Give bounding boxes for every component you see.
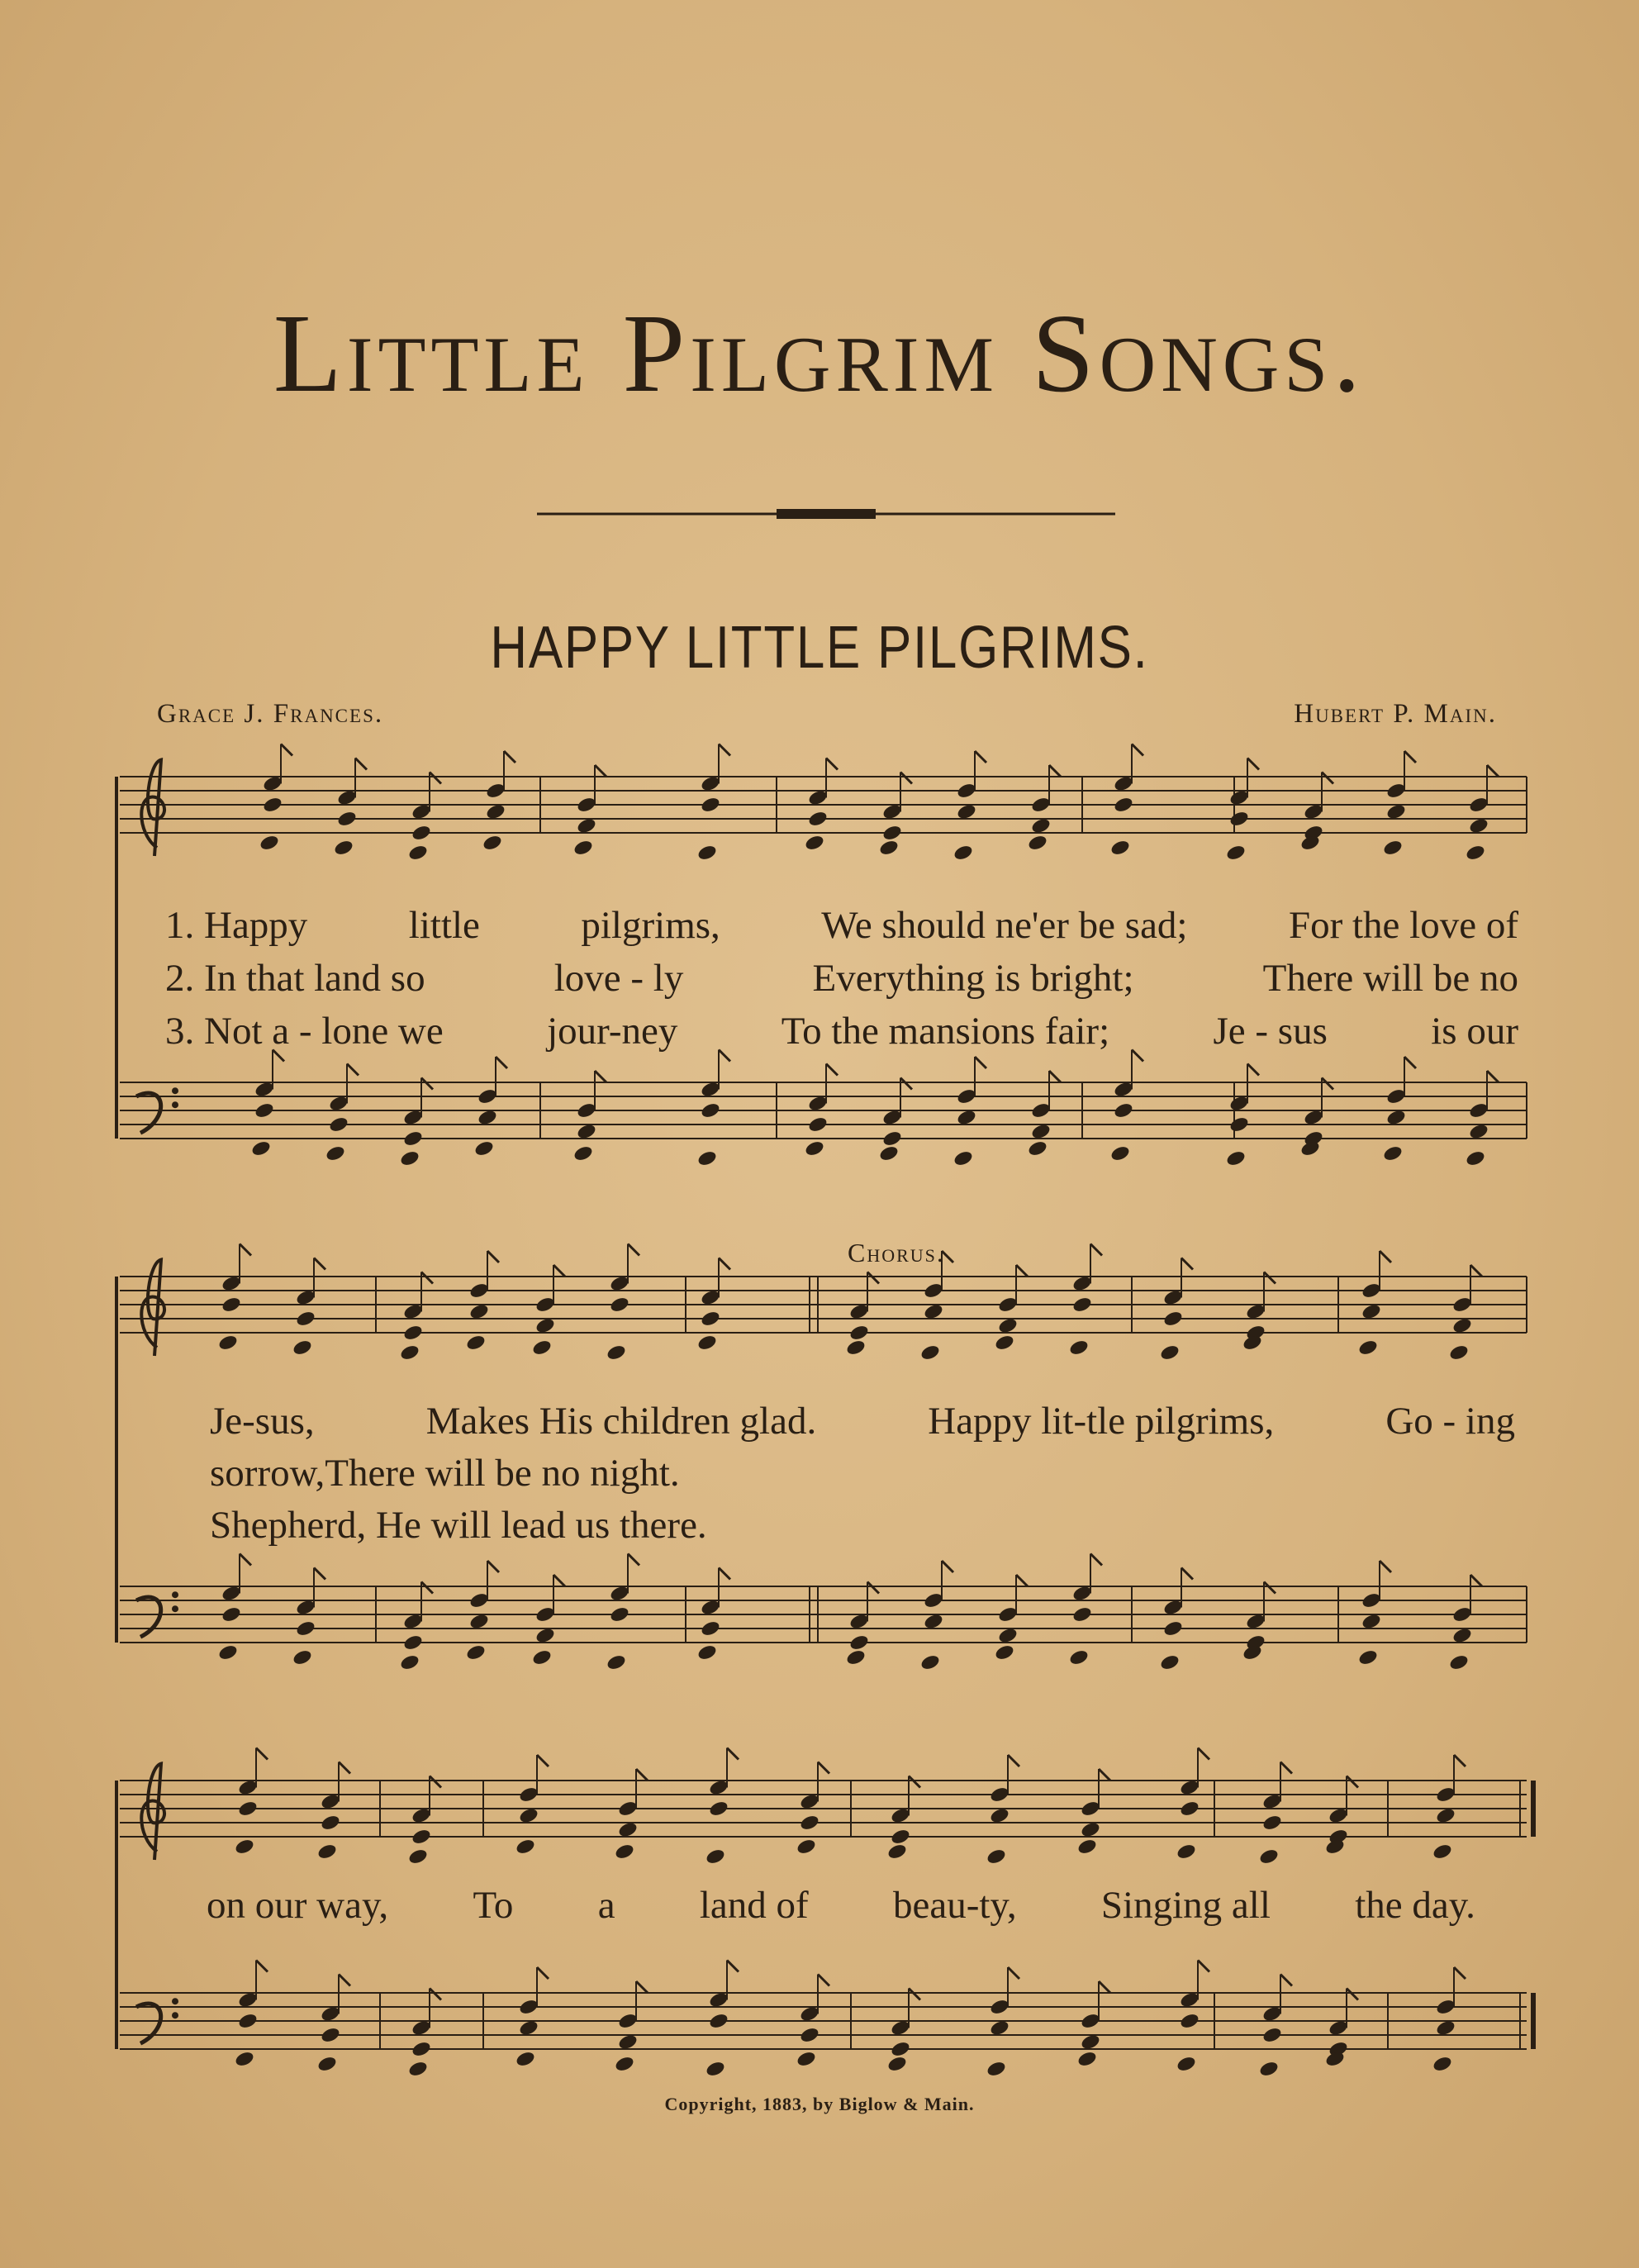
note-flag <box>496 1057 507 1068</box>
note-head <box>221 1296 242 1314</box>
bass-clef-icon-dot <box>172 1998 178 2004</box>
note-head <box>1068 1338 1090 1357</box>
note-flag <box>595 765 606 777</box>
note-head <box>919 1653 941 1671</box>
note-flag <box>1404 751 1416 763</box>
note-head <box>1258 2060 1280 2078</box>
note-head <box>708 2012 729 2030</box>
note-head <box>878 839 900 857</box>
note-flag <box>1132 1050 1143 1062</box>
note-head <box>1261 1814 1283 1832</box>
note-head <box>333 839 354 857</box>
note-flag <box>430 1776 441 1788</box>
note-head <box>292 1648 313 1667</box>
note-head <box>1225 844 1247 862</box>
note-head <box>848 1633 870 1652</box>
note-head <box>292 1338 313 1357</box>
note-flag <box>314 1568 325 1580</box>
note-head <box>1071 1296 1093 1314</box>
note-flag <box>1049 1071 1061 1082</box>
lyric-word: Je-sus, <box>210 1400 315 1443</box>
lyric-word: Everything is bright; <box>812 957 1134 1000</box>
note-head <box>328 1115 349 1134</box>
bass-clef-icon-dot <box>172 1101 178 1108</box>
lyric-word: on our way, <box>207 1884 389 1927</box>
note-flag <box>1264 1582 1276 1594</box>
note-head <box>1109 839 1131 857</box>
note-head <box>1382 1144 1404 1163</box>
note-flag <box>909 1776 920 1788</box>
note-flag <box>1049 765 1061 777</box>
treble-clef-icon <box>141 1260 164 1356</box>
note-head <box>217 1643 239 1662</box>
note-head <box>845 1338 867 1357</box>
note-flag <box>1322 1078 1333 1090</box>
note-head <box>411 2040 432 2058</box>
note-flag <box>1487 765 1499 777</box>
note-flag <box>1454 1967 1466 1979</box>
chorus-line-1 <box>210 1402 1515 1441</box>
lyric-word: For the love of <box>1288 904 1518 947</box>
note-head <box>609 1605 630 1624</box>
note-flag <box>636 1769 648 1781</box>
note-flag <box>1280 1762 1292 1774</box>
note-flag <box>1404 1057 1416 1068</box>
note-flag <box>1008 1755 1019 1766</box>
note-head <box>237 1800 259 1818</box>
note-head <box>994 1334 1015 1352</box>
note-flag <box>719 744 730 756</box>
lyric-word: little <box>408 904 480 947</box>
note-head <box>1432 2055 1453 2073</box>
note-head <box>1027 1139 1048 1158</box>
note-flag <box>355 758 367 770</box>
lyric-word: love - ly <box>553 957 684 1000</box>
note-head <box>407 844 429 862</box>
note-head <box>1162 1310 1184 1328</box>
note-head <box>515 1838 536 1856</box>
note-head <box>1448 1653 1470 1671</box>
note-head <box>1258 1847 1280 1866</box>
note-flag <box>727 1961 739 1972</box>
note-flag <box>900 773 912 784</box>
note-flag <box>900 1078 912 1090</box>
note-flag <box>339 1762 350 1774</box>
note-head <box>1076 1838 1098 1856</box>
note-head <box>796 2050 817 2068</box>
note-head <box>919 1343 941 1362</box>
note-head <box>799 1814 820 1832</box>
note-flag <box>1470 1265 1482 1277</box>
note-head <box>320 2026 341 2044</box>
note-flag <box>314 1258 325 1270</box>
note-flag <box>975 751 986 763</box>
lyric-word: Makes His children glad. <box>425 1400 817 1443</box>
note-flag <box>537 1755 549 1766</box>
note-head <box>1357 1648 1379 1667</box>
note-head <box>482 834 503 852</box>
note-head <box>1068 1648 1090 1667</box>
lyric-word: We should ne'er be sad; <box>821 904 1188 947</box>
note-head <box>1179 2012 1200 2030</box>
lyric-word: To the mansions fair; <box>781 1010 1110 1053</box>
note-flag <box>487 1251 499 1262</box>
note-head <box>1159 1343 1181 1362</box>
note-flag <box>421 1078 433 1090</box>
note-head <box>696 1334 718 1352</box>
lyric-word: 3. Not a - lone we <box>165 1010 444 1053</box>
note-flag <box>1016 1265 1028 1277</box>
note-head <box>881 1129 903 1148</box>
song-title: HAPPY LITTLE PILGRIMS. <box>490 615 1149 681</box>
note-head <box>572 1144 594 1163</box>
note-flag <box>1181 1258 1193 1270</box>
note-head <box>890 2040 911 2058</box>
lyric-word: jour-ney <box>547 1010 678 1053</box>
lyric-word: Je - sus <box>1213 1010 1328 1053</box>
bass-clef-icon <box>136 1093 161 1133</box>
note-head <box>1357 1338 1379 1357</box>
lyric-word: is our <box>1431 1010 1518 1053</box>
note-head <box>1465 1149 1486 1167</box>
note-flag <box>628 1554 639 1566</box>
note-head <box>572 839 594 857</box>
note-flag <box>719 1568 730 1580</box>
note-head <box>250 1139 272 1158</box>
note-flag <box>1470 1575 1482 1586</box>
note-head <box>994 1643 1015 1662</box>
note-head <box>953 844 974 862</box>
treble-clef-icon <box>141 760 164 856</box>
note-head <box>399 1343 420 1362</box>
note-head <box>237 2012 259 2030</box>
note-flag <box>256 1748 268 1760</box>
note-head <box>799 2026 820 2044</box>
note-head <box>1432 1842 1453 1861</box>
note-head <box>1176 2055 1197 2073</box>
lyric-word: a <box>597 1884 615 1927</box>
note-flag <box>256 1961 268 1972</box>
lyric-word: land of <box>699 1884 809 1927</box>
lyric-word: 2. In that land so <box>165 957 425 1000</box>
note-flag <box>867 1582 879 1594</box>
note-head <box>1465 844 1486 862</box>
note-head <box>804 834 825 852</box>
note-head <box>890 1828 911 1846</box>
note-head <box>407 1847 429 1866</box>
note-flag <box>240 1244 251 1256</box>
bass-clef-icon-dot <box>172 2012 178 2018</box>
note-flag <box>1198 1748 1209 1760</box>
note-head <box>886 2055 908 2073</box>
note-flag <box>430 1989 441 2000</box>
note-flag <box>975 1057 986 1068</box>
note-head <box>1448 1343 1470 1362</box>
note-flag <box>1090 1554 1102 1566</box>
note-head <box>221 1605 242 1624</box>
note-flag <box>628 1244 639 1256</box>
note-head <box>1071 1605 1093 1624</box>
bass-clef-icon <box>136 1597 161 1637</box>
note-head <box>1113 1101 1134 1120</box>
note-head <box>796 1838 817 1856</box>
note-head <box>1027 834 1048 852</box>
note-flag <box>1487 1071 1499 1082</box>
note-head <box>295 1619 316 1638</box>
note-head <box>465 1643 487 1662</box>
note-head <box>708 1800 729 1818</box>
note-head <box>254 1101 275 1120</box>
note-flag <box>1099 1769 1110 1781</box>
lyric-word: Go - ing <box>1385 1400 1515 1443</box>
verse-2-line <box>165 959 1518 998</box>
note-flag <box>487 1561 499 1572</box>
lyricist-credit: Grace J. Frances. <box>157 699 384 729</box>
note-head <box>234 2050 255 2068</box>
lyric-word: the day. <box>1355 1884 1475 1927</box>
note-flag <box>1264 1272 1276 1284</box>
note-head <box>614 1842 635 1861</box>
note-flag <box>818 1762 829 1774</box>
note-head <box>609 1296 630 1314</box>
bass-clef-icon <box>136 2004 161 2043</box>
note-head <box>848 1324 870 1342</box>
note-flag <box>1280 1975 1292 1986</box>
note-flag <box>595 1071 606 1082</box>
note-head <box>807 810 829 828</box>
note-head <box>316 2055 338 2073</box>
verse-2-continuation: sorrow,There will be no night. <box>210 1452 680 1495</box>
note-head <box>411 1828 432 1846</box>
note-head <box>515 2050 536 2068</box>
note-head <box>402 1633 424 1652</box>
note-flag <box>1198 1961 1209 1972</box>
note-flag <box>1347 1776 1358 1788</box>
lyric-word: Singing all <box>1100 1884 1271 1927</box>
note-head <box>986 2060 1007 2078</box>
note-head <box>411 824 432 842</box>
note-flag <box>553 1265 565 1277</box>
note-head <box>606 1653 627 1671</box>
note-head <box>1162 1619 1184 1638</box>
note-head <box>807 1115 829 1134</box>
lyric-word: pilgrims, <box>581 904 720 947</box>
note-flag <box>1380 1561 1391 1572</box>
note-head <box>531 1338 553 1357</box>
note-head <box>614 2055 635 2073</box>
note-head <box>1179 1800 1200 1818</box>
note-flag <box>1247 758 1259 770</box>
note-head <box>473 1139 495 1158</box>
note-flag <box>553 1575 565 1586</box>
note-flag <box>1181 1568 1193 1580</box>
note-flag <box>240 1554 251 1566</box>
note-head <box>295 1310 316 1328</box>
note-head <box>407 2060 429 2078</box>
bass-clef-icon-dot <box>172 1087 178 1094</box>
note-flag <box>727 1748 739 1760</box>
note-head <box>804 1139 825 1158</box>
note-flag <box>1132 744 1143 756</box>
treble-clef-icon <box>141 1764 164 1860</box>
note-flag <box>1380 1251 1391 1262</box>
note-head <box>320 1814 341 1832</box>
note-flag <box>421 1272 433 1284</box>
note-flag <box>719 1258 730 1270</box>
note-head <box>881 824 903 842</box>
note-head <box>1261 2026 1283 2044</box>
lyric-word: beau-ty, <box>892 1884 1017 1927</box>
note-head <box>259 834 280 852</box>
note-head <box>878 1144 900 1163</box>
note-head <box>262 796 283 814</box>
note-head <box>886 1842 908 1861</box>
note-flag <box>1247 1064 1259 1076</box>
lyric-word: Happy lit-tle pilgrims, <box>928 1400 1275 1443</box>
note-head <box>696 1149 718 1167</box>
lyric-word: To <box>473 1884 514 1927</box>
chorus-label: Chorus. <box>848 1238 945 1267</box>
note-head <box>399 1653 420 1671</box>
note-head <box>402 1324 424 1342</box>
note-head <box>336 810 358 828</box>
note-head <box>700 1101 721 1120</box>
note-flag <box>818 1975 829 1986</box>
note-head <box>1225 1149 1247 1167</box>
note-flag <box>867 1272 879 1284</box>
note-head <box>696 1643 718 1662</box>
note-flag <box>347 1064 359 1076</box>
note-flag <box>281 744 292 756</box>
note-flag <box>421 1582 433 1594</box>
note-head <box>1228 1115 1250 1134</box>
note-head <box>1176 1842 1197 1861</box>
note-head <box>325 1144 346 1163</box>
note-head <box>1228 810 1250 828</box>
bass-clef-icon-dot <box>172 1605 178 1612</box>
note-flag <box>719 1050 730 1062</box>
note-head <box>606 1343 627 1362</box>
note-head <box>465 1334 487 1352</box>
verse-3-continuation: Shepherd, He will lead us there. <box>210 1504 707 1547</box>
note-flag <box>1090 1244 1102 1256</box>
note-head <box>531 1648 553 1667</box>
note-flag <box>909 1989 920 2000</box>
note-flag <box>339 1975 350 1986</box>
note-head <box>953 1149 974 1167</box>
note-flag <box>1454 1755 1466 1766</box>
note-flag <box>1322 773 1333 784</box>
note-head <box>700 1619 721 1638</box>
bass-clef-icon-dot <box>172 1591 178 1598</box>
note-head <box>1113 796 1134 814</box>
note-head <box>986 1847 1007 1866</box>
note-head <box>234 1838 255 1856</box>
note-head <box>700 796 721 814</box>
note-flag <box>537 1967 549 1979</box>
note-flag <box>636 1981 648 1993</box>
note-head <box>217 1334 239 1352</box>
note-head <box>402 1129 424 1148</box>
note-head <box>700 1310 721 1328</box>
note-head <box>696 844 718 862</box>
note-head <box>1382 839 1404 857</box>
verse-3-line <box>165 1012 1518 1051</box>
note-head <box>1109 1144 1131 1163</box>
note-head <box>316 1842 338 1861</box>
note-flag <box>504 751 515 763</box>
book-title: Little Pilgrim Songs. <box>273 292 1366 416</box>
note-head <box>399 1149 420 1167</box>
note-head <box>1159 1653 1181 1671</box>
note-flag <box>1008 1967 1019 1979</box>
composer-credit: Hubert P. Main. <box>1294 699 1497 729</box>
final-line <box>207 1886 1475 1925</box>
verse-1-line <box>165 906 1518 945</box>
note-flag <box>826 1064 838 1076</box>
note-flag <box>1016 1575 1028 1586</box>
note-flag <box>1099 1981 1110 1993</box>
note-flag <box>1347 1989 1358 2000</box>
note-head <box>705 2060 726 2078</box>
note-flag <box>942 1561 953 1572</box>
note-head <box>1076 2050 1098 2068</box>
note-head <box>845 1648 867 1667</box>
lyric-word: 1. Happy <box>165 904 308 947</box>
note-flag <box>826 758 838 770</box>
lyric-word: There will be no <box>1262 957 1518 1000</box>
copyright-notice: Copyright, 1883, by Biglow & Main. <box>664 2094 975 2114</box>
note-head <box>705 1847 726 1866</box>
note-flag <box>430 773 441 784</box>
